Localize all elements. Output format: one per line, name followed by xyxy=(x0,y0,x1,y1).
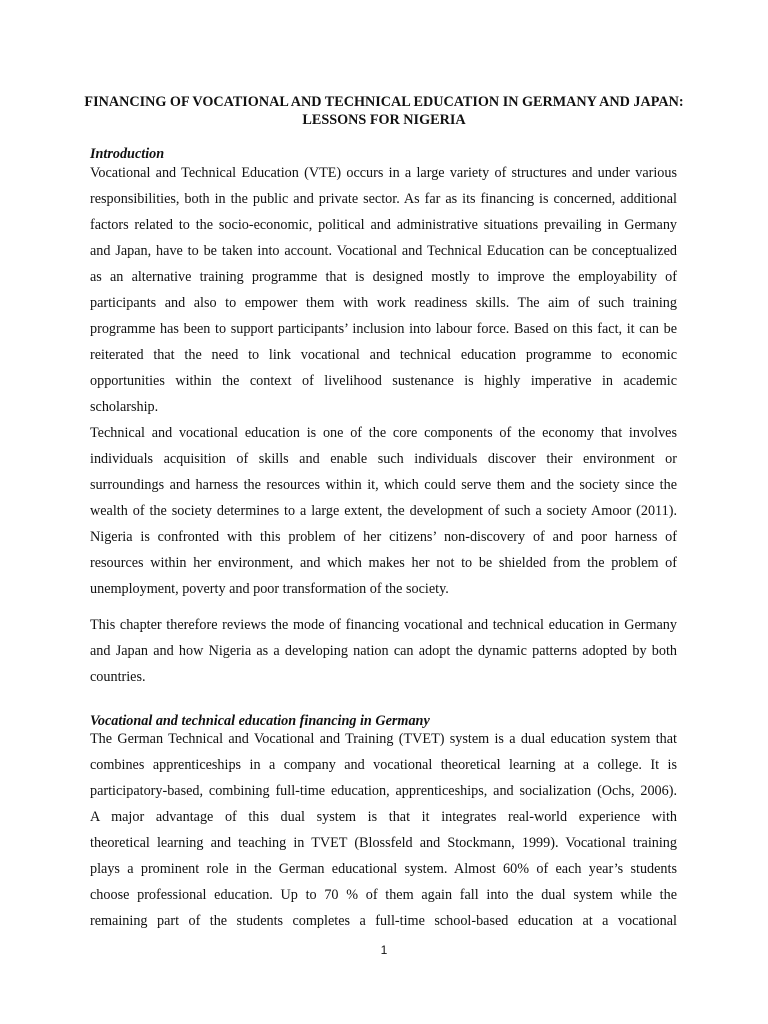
text-line: surroundings and harness the resources within it, which could serve them and the society since the xyxy=(90,477,677,493)
text-line: wealth of the society determines to a large extent, the development of such a society Amoor (2011). xyxy=(90,503,677,519)
text-line: remaining part of the students completes a full-time school-based education at a vocational xyxy=(90,913,677,929)
paragraph-introduction-3 xyxy=(90,612,677,690)
section-heading-introduction: Introduction xyxy=(90,146,165,162)
text-line: choose professional education. Up to 70 % of them again fall into the dual system while the xyxy=(90,887,677,903)
text-line: scholarship. xyxy=(90,399,159,415)
section-heading-germany: Vocational and technical education financing in Germany xyxy=(90,713,430,729)
text-line: Vocational and Technical Education (VTE) occurs in a large variety of structures and under various xyxy=(90,165,677,181)
page-number: 1 xyxy=(380,943,388,957)
text-line: and Japan, have to be taken into account. Vocational and Technical Education can be conceptualized xyxy=(90,243,677,259)
text-line: participants and also to empower them with work readiness skills. The aim of such training xyxy=(90,295,677,311)
text-line: The German Technical and Vocational and Training (TVET) system is a dual education system that xyxy=(90,731,677,747)
text-line: Nigeria is confronted with this problem of her citizens’ non-discovery of and poor harness of xyxy=(90,529,677,545)
text-line: combines apprenticeships in a company and vocational theoretical learning at a college. It is xyxy=(90,757,677,773)
text-line: countries. xyxy=(90,669,146,685)
paragraph-germany-1 xyxy=(90,726,677,934)
text-line: resources within her environment, and which makes her not to be shielded from the problem of xyxy=(90,555,677,571)
text-line: unemployment, poverty and poor transformation of the society. xyxy=(90,581,449,597)
paragraph-introduction-2 xyxy=(90,420,677,602)
text-line: opportunities within the context of livelihood sustenance is highly imperative in academic xyxy=(90,373,677,389)
document-title: FINANCING OF VOCATIONAL AND TECHNICAL EDUCATION IN GERMANY AND JAPAN: LESSONS FOR NIGERIA xyxy=(84,94,684,128)
text-line: and Japan and how Nigeria as a developing nation can adopt the dynamic patterns adopted by both xyxy=(90,643,677,659)
paragraph-introduction-1 xyxy=(90,160,677,420)
text-line: individuals acquisition of skills and enable such individuals discover their environment or xyxy=(90,451,677,467)
text-line: reiterated that the need to link vocational and technical education programme to economic xyxy=(90,347,677,363)
text-line: responsibilities, both in the public and private sector. As far as its financing is concerned, additional xyxy=(90,191,677,207)
text-line: plays a prominent role in the German educational system. Almost 60% of each year’s students xyxy=(90,861,677,877)
text-line: as an alternative training programme that is designed mostly to improve the employability of xyxy=(90,269,677,285)
text-line: Technical and vocational education is one of the core components of the economy that involves xyxy=(90,425,677,441)
text-line: programme has been to support participants’ inclusion into labour force. Based on this fact, it can be xyxy=(90,321,677,337)
text-line: factors related to the socio-economic, political and administrative situations prevailing in Germany xyxy=(90,217,677,233)
text-line: This chapter therefore reviews the mode of financing vocational and technical education in Germany xyxy=(90,617,677,633)
text-line: A major advantage of this dual system is that it integrates real-world experience with xyxy=(90,809,677,825)
text-line: theoretical learning and teaching in TVET (Blossfeld and Stockmann, 1999). Vocational training xyxy=(90,835,677,851)
text-line: participatory-based, combining full-time education, apprenticeships, and socialization (Ochs, 2006). xyxy=(90,783,677,799)
